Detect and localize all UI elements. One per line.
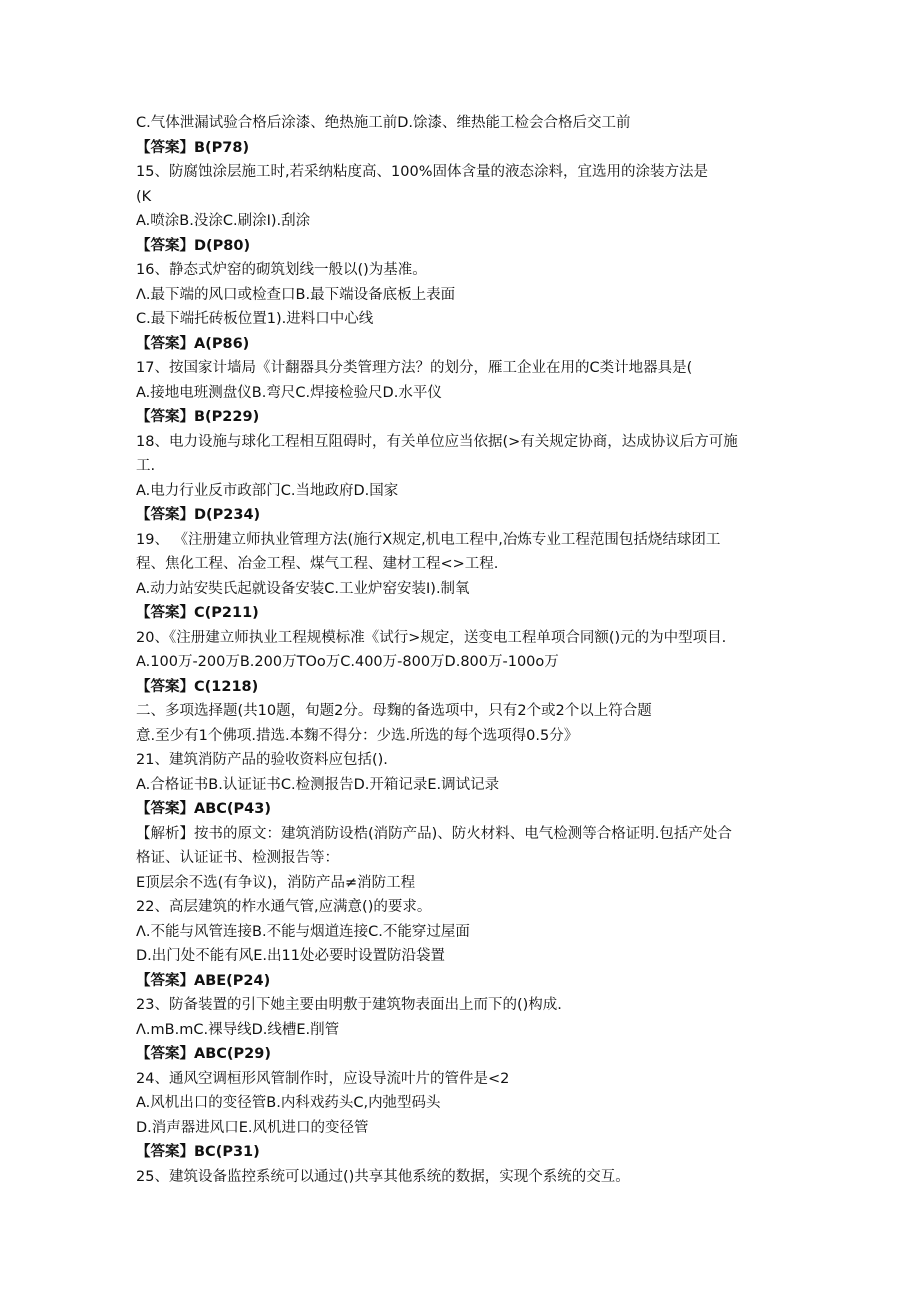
- answer-line: 【答案】ABC(P29): [136, 1046, 271, 1062]
- text-line: 24、通风空调桓形风管制作时，应设导流叶片的管件是<2: [136, 1070, 510, 1087]
- document-body: [136, 111, 786, 1189]
- text-line: 二、多项选择题(共10题，旬题2分。母麴的备选项中，只有2个或2个以上符合题: [136, 703, 652, 719]
- text-line: 18、电力设施与球化工程相互阻碍时，有关单位应当依据(>有关规定协商，达成协议后方可施: [136, 433, 738, 450]
- answer-line: 【答案】B(P229): [136, 409, 260, 425]
- answer-line: 【答案】ABE(P24): [136, 972, 271, 989]
- text-line: D.出门处不能有风E.出11处必要时设置防沿袋置: [136, 948, 445, 964]
- text-line: A.动力站安奘氏起就设备安装C.工业炉窑安装I).制氧: [136, 580, 470, 597]
- answer-line: 【答案】D(P80): [136, 237, 251, 254]
- text-line: 23、防备装置的引下她主要由明敷于建筑物表面出上而下的()构成.: [136, 997, 562, 1013]
- answer-line: 【答案】BC(P31): [136, 1144, 260, 1160]
- text-line: A.风机出口的变径管B.内科戏药头C,内弛型码头: [136, 1095, 441, 1111]
- text-line: D.消声器进风口E.风机进口的变径管: [136, 1119, 369, 1136]
- answer-line: 【答案】ABC(P43): [136, 801, 271, 817]
- text-line: C.最下端托砖板位置1).进料口中心线: [136, 311, 374, 327]
- answer-line: 【答案】C(1218): [136, 678, 259, 695]
- answer-line: 【答案】D(P234): [136, 507, 261, 523]
- text-line: 格证、认证证书、检测报告等：: [136, 850, 339, 866]
- text-line: E顶层余不选(有争议)，消防产品≠消防工程: [136, 874, 416, 891]
- text-line: 工.: [136, 458, 156, 474]
- text-line: 21、建筑消防产品的验收资料应包括().: [136, 752, 388, 768]
- text-line: 20、《注册建立师执业工程规模标准《试行>规定，送变电工程单项合同额()元的为中型项目.: [136, 629, 727, 646]
- answer-line: 【答案】B(P78): [136, 139, 250, 156]
- text-line: A.100万-200万B.200万TOo万C.400万-800万D.800万-100o万: [136, 654, 559, 670]
- text-line: A.合格证书B.认证证书C.检测报告D.开箱记录E.调试记录: [136, 776, 500, 793]
- text-line: Λ.最下端的风口或检查口B.最下端设备底板上表面: [136, 286, 456, 303]
- text-line: 15、防腐蚀涂层施工时,若采纳粘度高、100%固体含量的液态涂料，宜选用的涂装方法是: [136, 164, 709, 180]
- text-line: A.电力行业反市政部门C.当地政府D.国家: [136, 482, 399, 499]
- text-line: 19、 《注册建立师执业管理方法(施行X规定,机电工程中,冶炼专业工程范围包括烧结球团工: [136, 531, 721, 548]
- text-line: 程、焦化工程、冶金工程、煤气工程、建材工程<>工程.: [136, 556, 499, 572]
- text-line: C.气体泄漏试验合格后涂漆、绝热施工前D.馀漆、维热能工检会合格后交工前: [136, 115, 631, 131]
- text-line: A.接地电班测盘仪B.弯尺C.焊接检验尺D.水平仪: [136, 384, 442, 401]
- text-line: 22、高层建筑的柞水通气管,应满意()的要求。: [136, 899, 432, 915]
- text-line: 【解析】按书的原文：建筑消防设梏(消防产品)、防火材料、电气检测等合格证明.包括产处合: [136, 825, 732, 842]
- answer-line: 【答案】A(P86): [136, 335, 250, 352]
- text-line: A.喷涂B.没涂C.刷涂I).刮涂: [136, 213, 311, 229]
- text-line: 16、静态式炉窑的砌筑划线一般以()为基准。: [136, 262, 427, 278]
- text-line: 意.至少有1个佛项.措选.本麴不得分：少选.所选的每个选项得0.5分》: [136, 727, 579, 744]
- text-line: (K: [136, 188, 152, 205]
- answer-line: 【答案】C(P211): [136, 605, 259, 621]
- text-line: 25、建筑设备监控系统可以通过()共享其他系统的数据，实现个系统的交互。: [136, 1168, 630, 1185]
- text-line: Λ.mB.mC.裸导线D.线槽E.削管: [136, 1021, 340, 1038]
- text-line: Λ.不能与风管连接B.不能与烟道连接C.不能穿过屋面: [136, 923, 470, 940]
- text-line: 17、按国家计墙局《计翻器具分类管理方法？的划分，雁工企业在用的C类计地器具是(: [136, 360, 693, 376]
